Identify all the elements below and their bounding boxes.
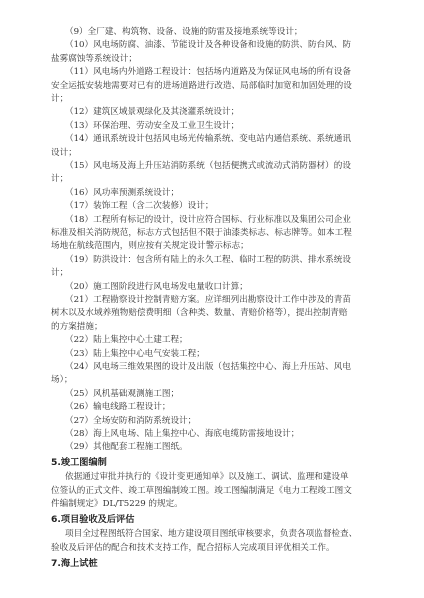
list-item: （27）全场安防和消防系统设计；: [65, 415, 197, 426]
list-item: 标准及相关消防规范，标志方式包括但不限于油漆类标志、标志牌等。如本工程: [51, 228, 352, 238]
list-item: （14）通讯系统设计包括风电场光传输系统、变电站内通信系统、系统通讯: [65, 134, 351, 145]
list-item: （19）防洪设计：包含所有陆上的永久工程、临时工程的防洪、排水系统设: [65, 254, 351, 265]
list-item: 盐雾腐蚀等系统设计；: [51, 53, 137, 64]
list-item: 场地在航线范围内，则应按有关规定设计警示标志；: [51, 241, 249, 252]
list-item: （29）其他配套工程施工图纸。: [65, 442, 188, 453]
list-item: 计；: [51, 268, 69, 279]
list-item: （24）风电场三维效果图的设计及出版（包括集控中心、海上升压站、风电: [65, 362, 351, 372]
paragraph-line: 项目全过程图纸符合国家、地方建设项目图纸审核要求，负责各项监督检查、: [65, 529, 358, 540]
list-item: 安全运抵安装地需要对已有的进场道路进行改造、局部临时加宽和加固处理的设: [51, 80, 352, 91]
list-item: （17）装饰工程（含二次装修）设计；: [65, 201, 214, 212]
list-item: （25）风机基础观测施工图；: [65, 388, 180, 399]
list-item: （11）风电场内外道路工程设计：包括场内道路及为保证风电场的所有设备: [65, 67, 351, 78]
list-item: （16）风功率预测系统设计；: [65, 187, 180, 198]
list-item: （20）施工图阶段进行风电场发电量收口计算；: [65, 281, 248, 292]
list-item: （28）海上风电场、陆上集控中心、海底电缆防雷接地设计；: [65, 429, 300, 439]
list-item: （9）全厂建、构筑物、设备、设施的防雷及接地系统等设计；: [65, 27, 303, 37]
list-item: （18）工程所有标记的设计，设计应符合国标、行业标准以及集团公司企业: [65, 214, 351, 225]
list-item: （26）输电线路工程设计；: [65, 402, 171, 413]
list-item: （12）建筑区域景观绿化及其浇灌系统设计；: [65, 107, 240, 118]
list-item: 场）；: [51, 375, 73, 386]
paragraph-line: 位签认的正式文件、竣工草图编制竣工图。竣工图编制满足《电力工程竣工图文: [51, 485, 352, 496]
section-heading-5: 5.竣工图编制: [51, 457, 107, 469]
paragraph-line: 验收及后评估的配合和技术支持工作，配合招标人完成项目评优相关工作。: [51, 542, 335, 553]
paragraph-line: 依据通过审批并执行的《设计变更通知单》以及施工、调试、监理和建设单: [65, 472, 349, 483]
list-item: （13）环保治理、劳动安全及工业卫生设计；: [65, 120, 240, 131]
list-item: 计；: [51, 174, 69, 185]
list-item: （10）风电场防腐、油漆、节能设计及各种设备和设施的防洪、防台风、防: [65, 40, 351, 51]
list-item: （15）风电场及海上升压站消防系统（包括便携式或流动式消防器材）的设: [65, 161, 351, 171]
list-item: 的方案措施；: [51, 321, 103, 332]
section-heading-6: 6.项目验收及后评估: [51, 514, 135, 526]
list-item: 设计；: [51, 147, 77, 158]
list-item: （22）陆上集控中心土建工程；: [65, 335, 188, 346]
list-item: 树木以及水域养殖物赔偿费明细（含种类、数量、青赔价格等），提出控制青赔: [51, 308, 348, 319]
list-item: 计；: [51, 94, 69, 104]
section-heading-7: 7.海上试桩: [51, 557, 98, 569]
list-item: （21）工程勘察设计控制青赔方案。应详细列出勘察设计工作中涉及的青苗: [65, 295, 351, 305]
list-item: （23）陆上集控中心电气安装工程；: [65, 348, 205, 359]
paragraph-line: 件编制规定》DL/T5229 的规定。: [51, 499, 183, 510]
